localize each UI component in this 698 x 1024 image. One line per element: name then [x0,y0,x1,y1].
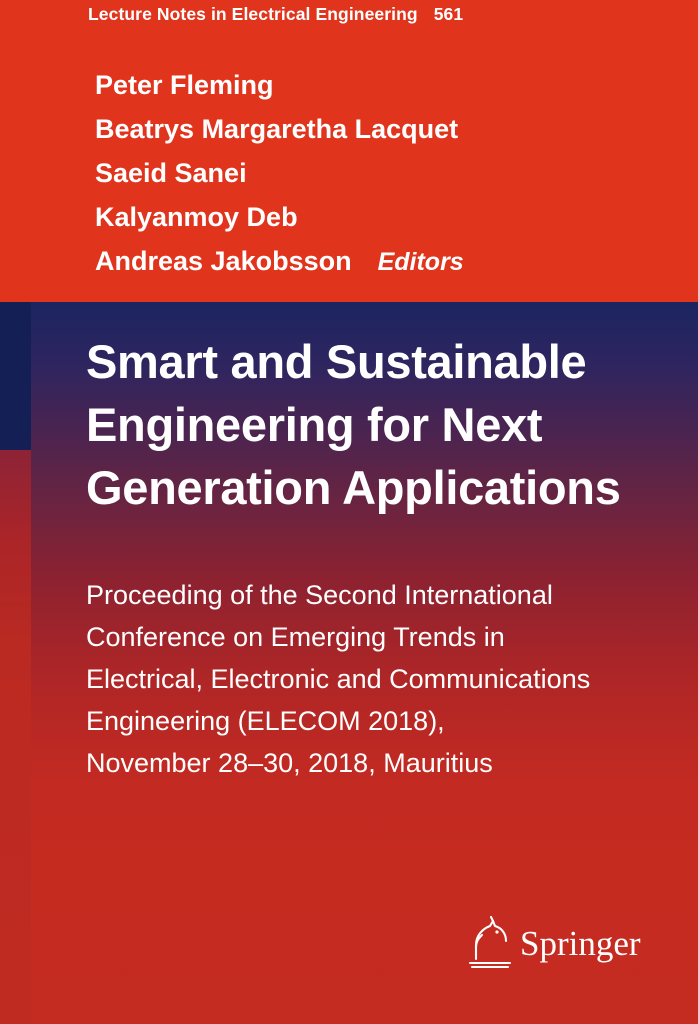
subtitle-line: Engineering (ELECOM 2018), [86,706,445,736]
top-red-band [0,0,698,302]
left-edge-band [0,450,31,1024]
editor-list [95,63,655,284]
series-name: Lecture Notes in Electrical Engineering [88,4,418,24]
subtitle-line: Conference on Emerging Trends in [86,622,505,652]
book-subtitle [86,574,686,784]
book-title [86,330,666,519]
editors-role-label: Editors [377,248,464,276]
subtitle-line: Proceeding of the Second International [86,580,553,610]
editor-name: Andreas Jakobsson [95,246,352,276]
left-navy-strip [0,302,31,450]
editor-name: Peter Fleming [95,70,274,100]
title-line: Engineering for Next [86,398,543,451]
title-line: Generation Applications [86,461,621,514]
editor-name-with-role [95,239,655,284]
publisher-logo [462,908,642,978]
title-line: Smart and Sustainable [86,335,587,388]
editor-name: Kalyanmoy Deb [95,202,298,232]
subtitle-line: Electrical, Electronic and Communications [86,664,591,694]
springer-knight-icon [462,915,514,971]
editor-name: Beatrys Margaretha Lacquet [95,114,459,144]
series-line [88,4,463,25]
editor-name: Saeid Sanei [95,158,247,188]
subtitle-line: November 28–30, 2018, Mauritius [86,748,493,778]
series-volume: 561 [433,4,464,24]
publisher-name: Springer [520,923,641,963]
